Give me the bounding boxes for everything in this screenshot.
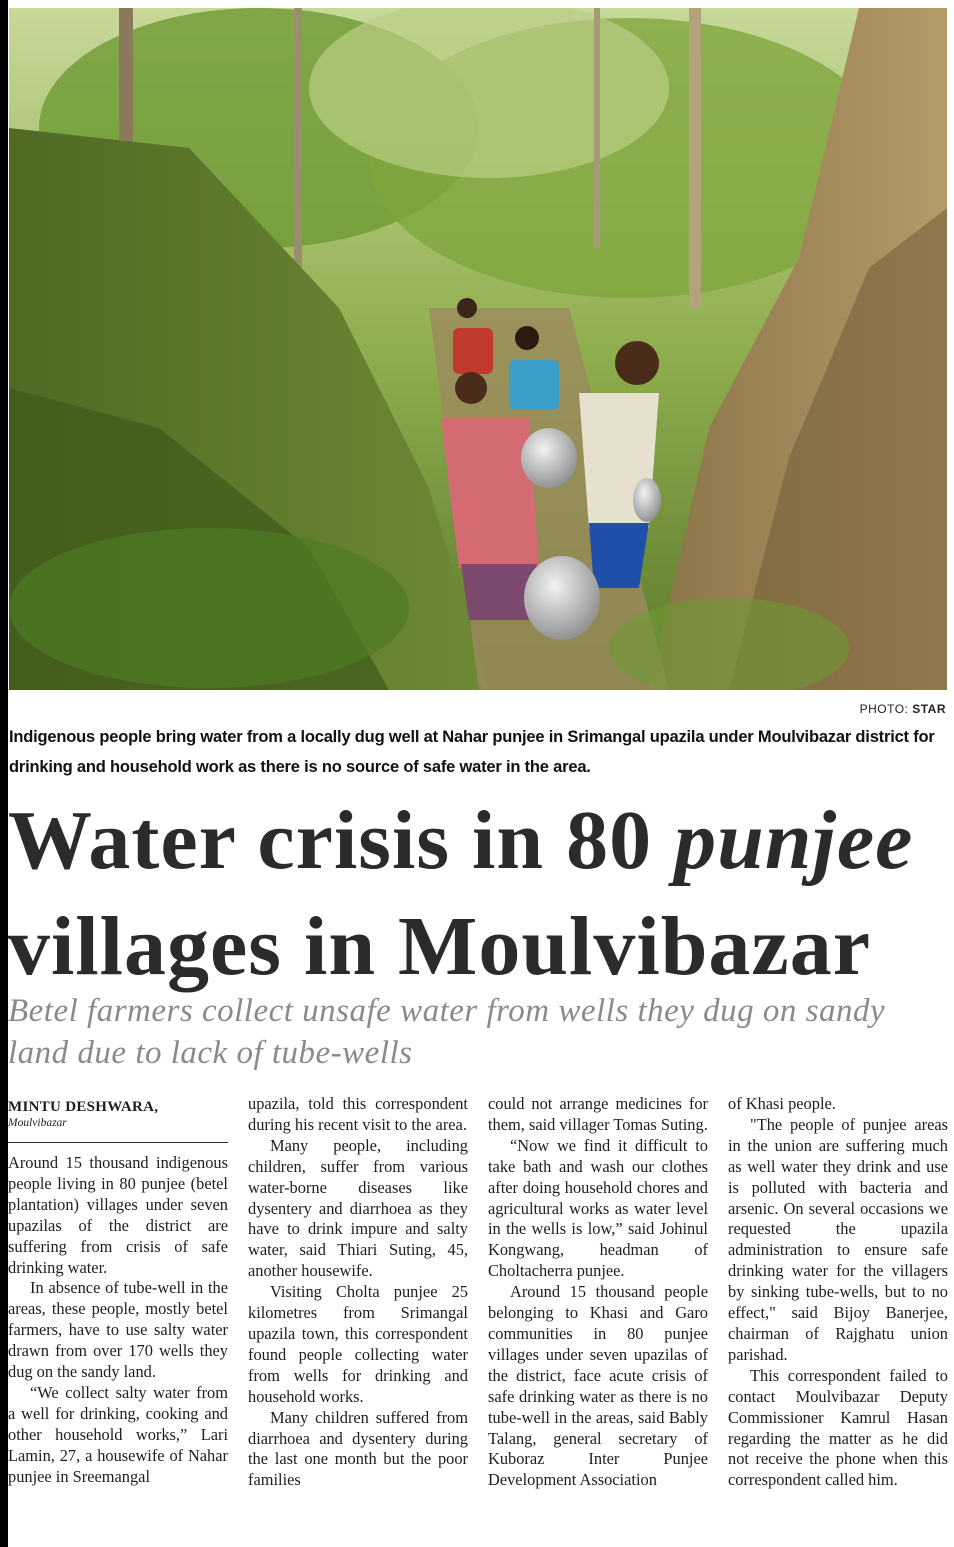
photo-caption: Indigenous people bring water from a locally dug well at Nahar punjee in Srimangal upazila under Moulvibazar district for drinking and household work as there is no source of safe water in the area. [9, 728, 935, 776]
page-edge-rule [0, 0, 8, 1547]
byline-divider [8, 1142, 228, 1143]
byline-location: Moulvibazar [8, 1117, 67, 1129]
byline-author: MINTU DESHWARA, [8, 1099, 159, 1115]
photo-credit-source: STAR [912, 702, 946, 716]
paragraph: “Now we find it difficult to take bath and wash our clothes after doing household chores and agricultural works as water level in the wells is low,” said Johinul Kongwang, headman of Choltacherra punjee. [488, 1135, 708, 1281]
paragraph: Many people, including children, suffer from various water-borne diseases like dysentery and diarrhoea as they have to drink impure and salty water, said Thiari Suting, 45, another housewife. [248, 1135, 468, 1281]
article-column-2 [248, 1094, 468, 1491]
news-photo [9, 8, 947, 690]
paragraph: Around 15 thousand indigenous people living in 80 punjee (betel plantation) villages under seven upazilas of the district are suffering from crisis of safe drinking water. [8, 1153, 228, 1277]
article-column-3 [488, 1094, 708, 1491]
headline [8, 788, 952, 1000]
article-column-1 [8, 1094, 228, 1488]
paragraph: This correspondent failed to contact Moulvibazar Deputy Commissioner Kamrul Hasan regarding the matter as he did not receive the phone when this correspondent called him. [728, 1365, 948, 1490]
paragraph: Many children suffered from diarrhoea and dysentery during the last one month but the poor families [248, 1407, 468, 1490]
paragraph: "The people of punjee areas in the union are suffering much as well water they drink and use is polluted with bacteria and arsenic. On several occasions we requested the upazila administration to ensure safe drinking water for the villagers by sinking tube-wells, but to no effect," said Bijoy Banerjee, chairman of Rajghatu union parishad. [728, 1114, 948, 1364]
headline-italic-word: punjee [674, 794, 914, 887]
paragraph: of Khasi people. [728, 1094, 836, 1113]
subheadline: Betel farmers collect unsafe water from wells they dug on sandy land due to lack of tube-wells [8, 993, 886, 1071]
article-column-4 [728, 1094, 948, 1491]
photo-credit [860, 702, 946, 716]
paragraph: upazila, told this correspondent during his recent visit to the area. [248, 1094, 468, 1134]
photo-credit-label: PHOTO: [859, 702, 909, 716]
paragraph: could not arrange medicines for them, said villager Tomas Suting. [488, 1094, 708, 1134]
headline-part1: Water crisis in 80 [8, 794, 675, 887]
headline-part3: villages in Moulvibazar [8, 900, 871, 993]
paragraph: Around 15 thousand people belonging to Khasi and Garo communities in 80 punjee villages under seven upazilas of the district, face acute crisis of safe drinking water as there is no tube-well in the areas, said Bably Talang, general secretary of Kuboraz Inter Punjee Development Association [488, 1282, 708, 1490]
paragraph: In absence of tube-well in the areas, these people, mostly betel farmers, have to use salty water drawn from over 170 wells they dug on the sandy land. [8, 1278, 228, 1382]
paragraph: Visiting Cholta punjee 25 kilometres from Srimangal upazila town, this correspondent found people collecting water from wells for drinking and household works. [248, 1282, 468, 1406]
paragraph: “We collect salty water from a well for drinking, cooking and other household works,” Lari Lamin, 27, a housewife of Nahar punjee in Sreemangal [8, 1382, 228, 1486]
